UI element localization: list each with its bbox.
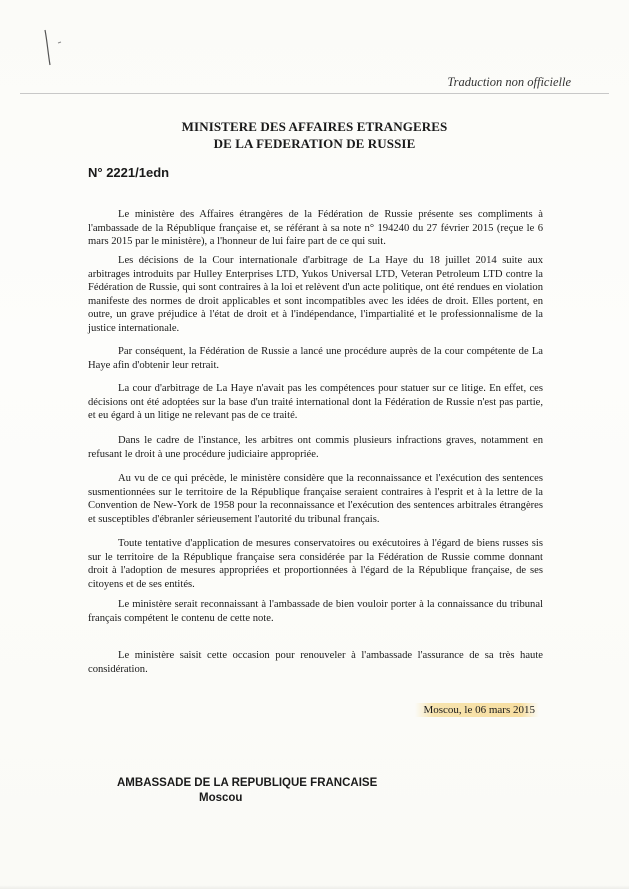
paragraph-6-text: Au vu de ce qui précède, le ministère considère que la reconnaissance et l'exécution des sentences susmentionnées sur le territoire de la République française seraient contraires à l'esprit et à la lettre de la Convention de New-York de 1958 pour la reconnaissance et l'exécution des sentences arbitrales étrangères et susceptibles d'ébranler sérieusement l'autorité du tribunal français. — [88, 473, 543, 525]
translation-note: Traduction non officielle — [447, 75, 571, 89]
paragraph-6 — [88, 472, 543, 526]
paragraph-5 — [88, 434, 543, 461]
paragraph-1 — [88, 208, 543, 249]
paragraph-4 — [88, 382, 543, 423]
paragraph-9 — [88, 649, 543, 676]
paragraph-9-text: Le ministère saisit cette occasion pour renouveler à l'ambassade l'assurance de sa très haute considération. — [88, 650, 543, 675]
paragraph-5-text: Dans le cadre de l'instance, les arbitres ont commis plusieurs infractions graves, notamment en refusant le droit à une procédure judiciaire appropriée. — [88, 435, 543, 460]
note-number: N° 2221/1edn — [88, 165, 170, 180]
date-line: Moscou, le 06 mars 2015 — [415, 703, 539, 717]
ministry-title-line-2: DE LA FEDERATION DE RUSSIE — [213, 136, 416, 151]
page-bottom-edge — [0, 885, 629, 889]
paragraph-3 — [88, 345, 543, 372]
paragraph-3-text: Par conséquent, la Fédération de Russie a lancé une procédure auprès de la cour compétente de La Haye afin d'obtenir leur retrait. — [88, 346, 543, 371]
paragraph-2 — [88, 254, 543, 336]
ministry-title-line-1: MINISTERE DES AFFAIRES ETRANGERES — [181, 119, 448, 134]
paragraph-8 — [88, 598, 543, 625]
scan-artifact-mark — [40, 25, 80, 70]
header-divider — [20, 93, 609, 94]
addressee-block — [117, 776, 377, 806]
paragraph-8-text: Le ministère serait reconnaissant à l'ambassade de bien vouloir porter à la connaissance du tribunal français compétent le contenu de cette note. — [88, 599, 543, 624]
paragraph-7-text: Toute tentative d'application de mesures conservatoires ou exécutoires à l'égard de biens russes sis sur le territoire de la République française sera considérée par la Fédération de Russie comme donnant droit à l'adoption de mesures appropriées et proportionnées à l'égard de la République française, de ses citoyens et de ses entités. — [88, 538, 543, 590]
paragraph-4-text: La cour d'arbitrage de La Haye n'avait pas les compétences pour statuer sur ce litige. En effet, ces décisions ont été adoptées sur la base d'un traité international dont la Fédération de Russie n'est pas partie, et eu égard à un litige ne relevant pas de ce traité. — [88, 383, 543, 422]
paragraph-2-text: Les décisions de la Cour internationale d'arbitrage de La Haye du 18 juillet 2014 suite aux arbitrages introduits par Hulley Enterprises LTD, Yukos Universal LTD, Veteran Petroleum LTD contre la Fédération de Russie, qui sont contraires à la loi et relèvent d'un acte politique, ont été rendues en violation manifeste des normes de droit applicables et sont incompatibles avec les idées de droit. Elles portent, en outre, un grave préjudice à l'état de droit et à l'indépendance, l'impartialité et le professionnalisme de la justice internationale. — [88, 255, 543, 334]
paragraph-7 — [88, 537, 543, 591]
paragraph-1-text: Le ministère des Affaires étrangères de la Fédération de Russie présente ses compliments à l'ambassade de la République française et, se référant à sa note n° 194240 du 27 février 2015 (reçue le 6 mars 2015 par le ministère), a l'honneur de lui faire part de ce qui suit. — [88, 209, 543, 248]
addressee-name: AMBASSADE DE LA REPUBLIQUE FRANCAISE — [117, 777, 378, 789]
addressee-city: Moscou — [199, 792, 243, 804]
ministry-title — [0, 118, 629, 152]
